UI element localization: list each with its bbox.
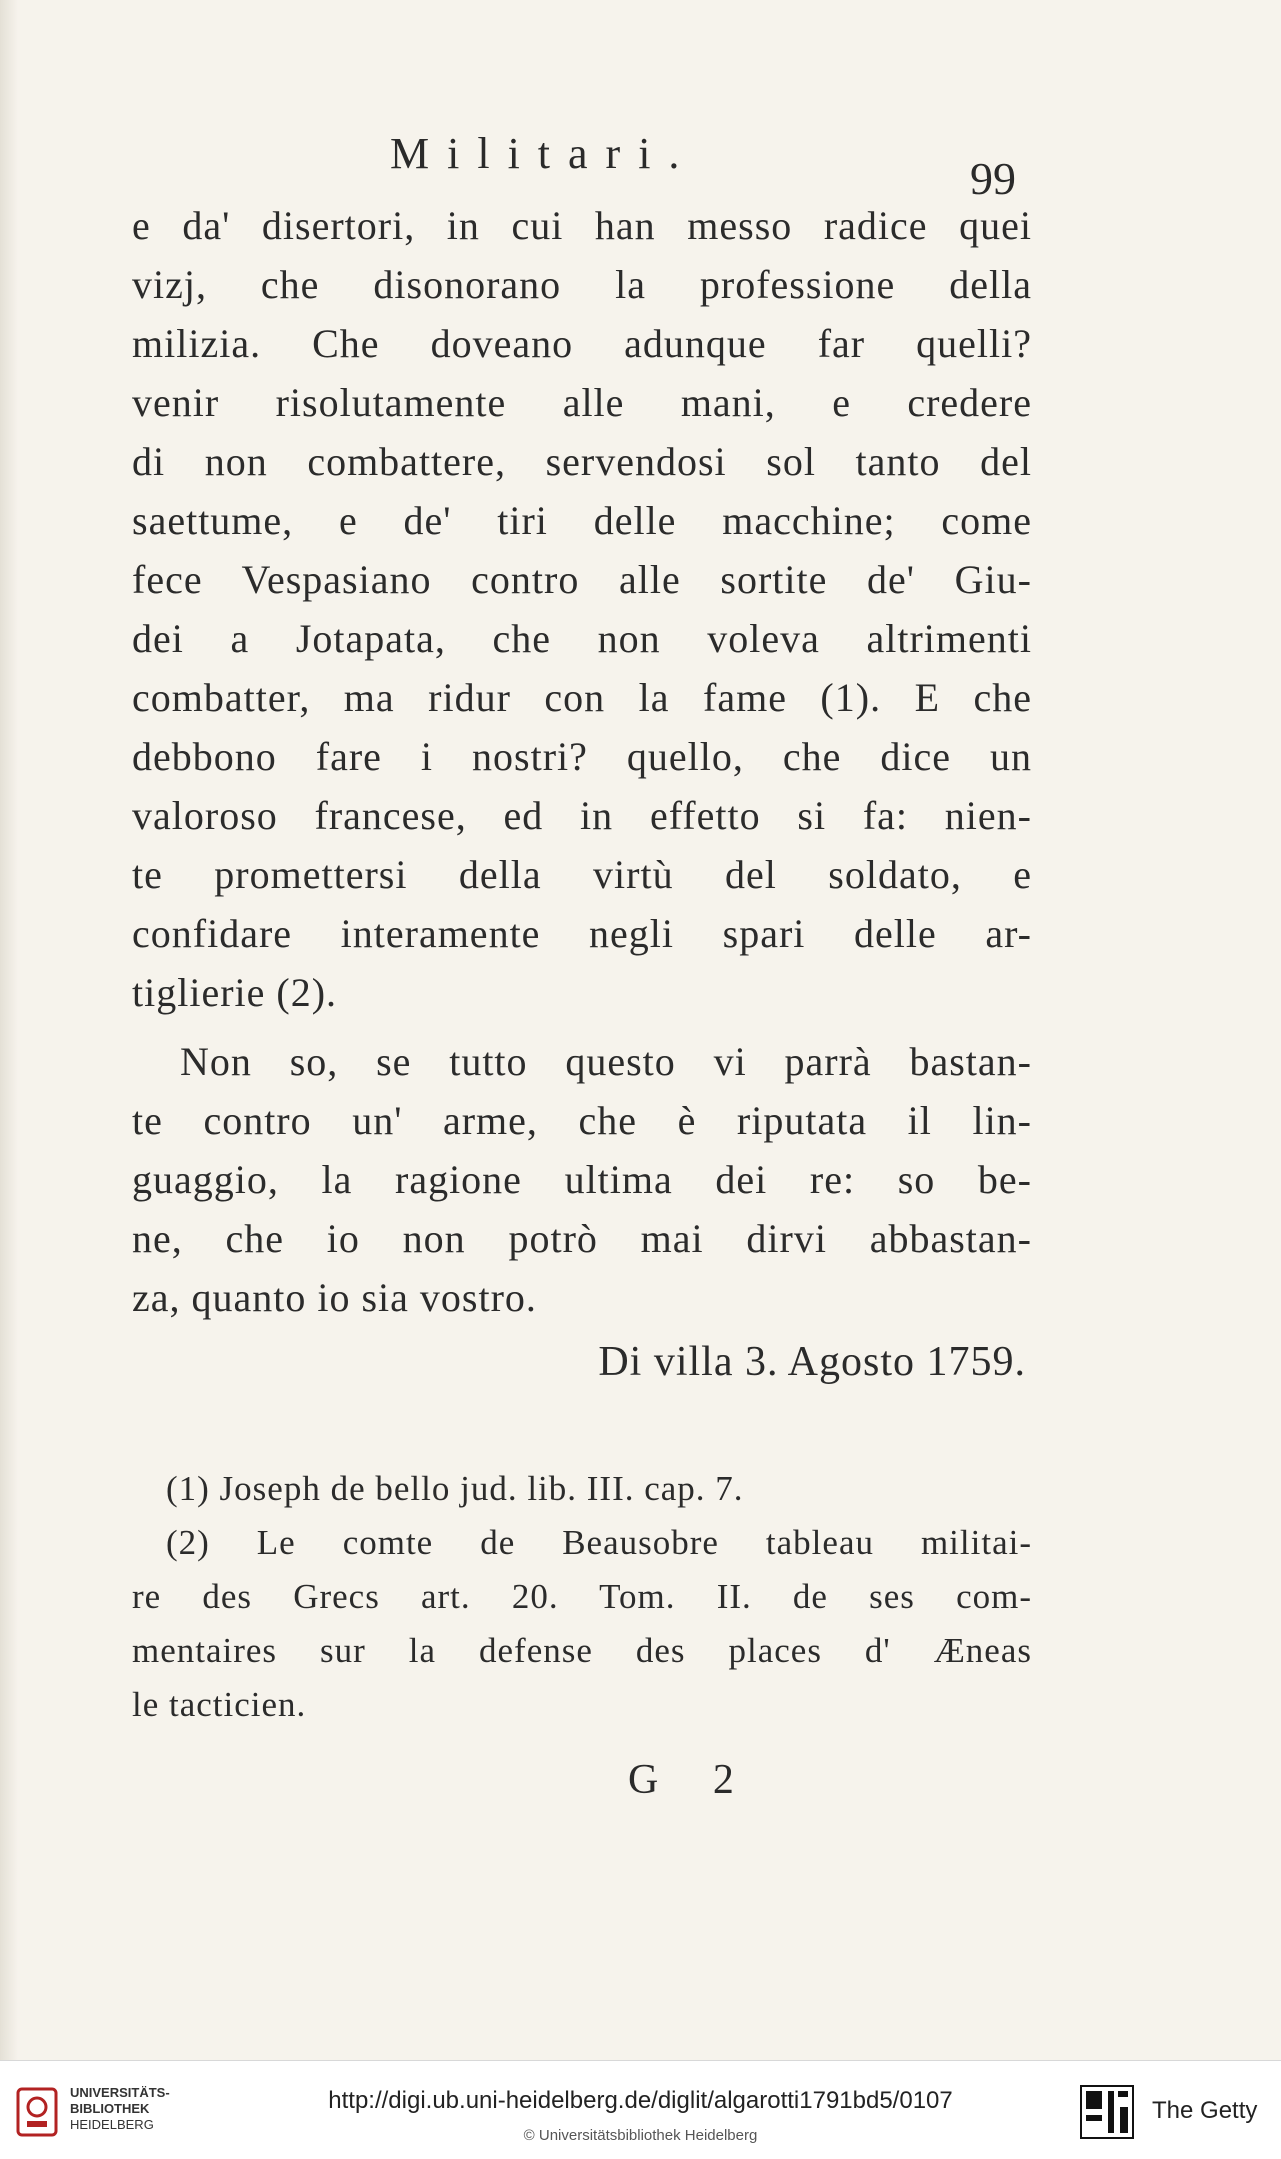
text-line: tiglierie (2). xyxy=(132,970,338,1015)
text-line: debbono fare i nostri? quello, che dice un xyxy=(132,734,1032,779)
text-line: confidare interamente negli spari delle ar- xyxy=(132,911,1032,956)
text-line: venir risolutamente alle mani, e credere xyxy=(132,380,1032,425)
text-line: Non so, se tutto questo vi parrà bastan- xyxy=(180,1039,1032,1084)
permalink-url[interactable]: http://digi.ub.uni-heidelberg.de/diglit/algarotti1791bd5/0107 xyxy=(328,2087,953,2114)
footnote-2-line: le tacticien. xyxy=(132,1685,307,1724)
body-text xyxy=(132,196,1032,1392)
text-line: combatter, ma ridur con la fame (1). E che xyxy=(132,675,1032,720)
footnote-1: (1) Joseph de bello jud. lib. III. cap. 7. xyxy=(166,1469,744,1508)
page-edge-shadow xyxy=(0,0,18,2060)
paragraph-1 xyxy=(132,196,1032,1022)
institution-line: HEIDELBERG xyxy=(70,2117,154,2132)
text-line: za, quanto io sia vostro. xyxy=(132,1275,537,1320)
footnotes xyxy=(132,1462,1032,1732)
paragraph-2 xyxy=(132,1032,1032,1327)
text-line: te promettersi della virtù del soldato, e xyxy=(132,852,1032,897)
text-line: di non combattere, servendosi sol tanto del xyxy=(132,439,1032,484)
footnote-2-line: (2) Le comte de Beausobre tableau militai- xyxy=(166,1523,1032,1562)
text-line: guaggio, la ragione ultima dei re: so be- xyxy=(132,1157,1032,1202)
text-line: dei a Jotapata, che non voleva altrimenti xyxy=(132,616,1032,661)
copyright-notice: © Universitätsbibliothek Heidelberg xyxy=(523,2127,758,2144)
footnote-2-line: mentaires sur la defense des places d' Æneas xyxy=(132,1631,1032,1670)
text-line: valoroso francese, ed in effetto si fa: nien- xyxy=(132,793,1032,838)
signature-mark: G 2 xyxy=(628,1757,756,1803)
text-line: saettume, e de' tiri delle macchine; come xyxy=(132,498,1032,543)
text-line: fece Vespasiano contro alle sortite de' Giu- xyxy=(132,557,1032,602)
page-number: 99 xyxy=(970,153,1016,204)
text-line: milizia. Che doveano adunque far quelli? xyxy=(132,321,1032,366)
partner-name: The Getty xyxy=(1152,2097,1258,2124)
text-line: te contro un' arme, che è riputata il lin- xyxy=(132,1098,1032,1143)
running-head: Militari. xyxy=(390,129,698,178)
institution-line: UNIVERSITÄTS- xyxy=(70,2085,170,2100)
getty-logo-icon xyxy=(1080,2085,1134,2139)
text-line: e da' disertori, in cui han messo radice quei xyxy=(132,203,1032,248)
text-line: vizj, che disonorano la professione della xyxy=(132,262,1032,307)
text-line: ne, che io non potrò mai dirvi abbastan- xyxy=(132,1216,1032,1261)
dateline: Di villa 3. Agosto 1759. xyxy=(598,1339,1026,1385)
institution-line: BIBLIOTHEK xyxy=(70,2101,150,2116)
footnote-2-line: re des Grecs art. 20. Tom. II. de ses com- xyxy=(132,1577,1032,1616)
viewer-footer xyxy=(0,2060,1281,2159)
